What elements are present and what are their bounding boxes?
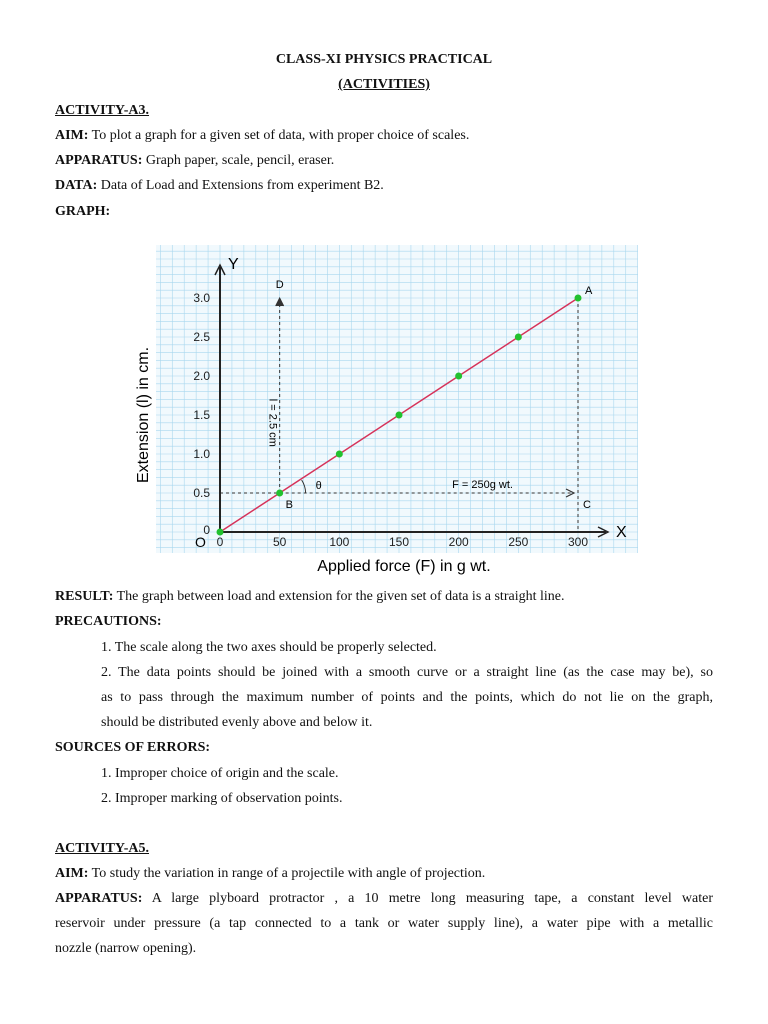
a5-apparatus-end: nozzle (narrow opening).: [55, 941, 197, 956]
extension-annotation: l = 2.5 cm: [266, 398, 279, 447]
a5-apparatus-cont: reservoir under pressure (a tap connected to a tank or water supply line), a water pipe with a metallic: [55, 916, 713, 931]
y-axis-title: Extension (l) in cm.: [135, 346, 152, 484]
a3-result: [55, 587, 713, 607]
point-label-c: C: [583, 499, 591, 511]
y-tick-label: 2.0: [193, 369, 210, 383]
x-axis-title: Applied force (F) in g wt.: [317, 558, 491, 575]
x-tick-label: 0: [216, 535, 224, 549]
a3-aim: [55, 126, 713, 146]
a3-data: [55, 176, 713, 196]
point-label-b: B: [285, 499, 294, 511]
data-point: [276, 490, 283, 497]
a5-apparatus-label: APPARATUS:: [55, 891, 143, 906]
a3-apparatus: [55, 151, 713, 171]
y-tick-label: 1.5: [193, 408, 210, 422]
a3-error-2: 2. Improper marking of observation points.: [101, 791, 343, 806]
origin-letter: O: [195, 534, 206, 550]
data-point: [396, 412, 403, 419]
point-label-a: A: [585, 285, 593, 297]
a5-aim-text: To study the variation in range of a projectile with angle of projection.: [88, 866, 486, 881]
a3-precaution-1: 1. The scale along the two axes should be properly selected.: [101, 640, 437, 655]
force-annotation: F = 250g wt.: [452, 479, 513, 491]
a3-graph-label: GRAPH:: [55, 204, 111, 219]
a3-error-1: 1. Improper choice of origin and the scale.: [101, 766, 339, 781]
y-tick-label: 2.5: [193, 330, 210, 344]
page-title: CLASS-XI PHYSICS PRACTICAL: [275, 52, 493, 67]
a3-precaution-2-cont: as to pass through the maximum number of points and the points, which do not lie on the graph,: [101, 690, 713, 705]
a3-precaution-2: 2. The data points should be joined with a smooth curve or a straight line (as the case may be), so: [101, 665, 713, 680]
y-tick-label: 1.0: [193, 447, 210, 461]
y-tick-label-zero: 0: [203, 523, 210, 537]
load-extension-graph: [128, 245, 643, 580]
data-point: [455, 373, 462, 380]
a5-apparatus: [55, 889, 713, 909]
x-tick-label: 50: [272, 535, 287, 549]
a3-aim-text: To plot a graph for a given set of data, with proper choice of scales.: [88, 128, 470, 143]
point-label-d: D: [275, 279, 284, 291]
activity-a5-heading: ACTIVITY-A5.: [55, 841, 150, 856]
a3-result-text: The graph between load and extension for the given set of data is a straight line.: [113, 589, 565, 604]
data-point: [575, 295, 582, 302]
a3-precaution-2-end: should be distributed evenly above and below it.: [101, 715, 373, 730]
a3-data-label: DATA:: [55, 178, 98, 193]
data-point: [217, 529, 224, 536]
a3-apparatus-text: Graph paper, scale, pencil, eraser.: [142, 153, 335, 168]
a5-aim: [55, 864, 713, 884]
a5-aim-label: AIM:: [55, 866, 89, 881]
a3-aim-label: AIM:: [55, 128, 89, 143]
theta-label: θ: [315, 480, 322, 492]
a3-apparatus-label: APPARATUS:: [55, 153, 143, 168]
a3-errors-label: SOURCES OF ERRORS:: [55, 740, 211, 755]
page-subtitle: (ACTIVITIES): [338, 77, 430, 92]
a5-apparatus-text-1: A large plyboard protractor , a 10 metre long measuring tape, a constant level water: [142, 891, 713, 906]
x-axis-letter: X: [616, 524, 627, 541]
data-point: [336, 451, 343, 458]
y-tick-label: 0.5: [193, 486, 210, 500]
y-axis-letter: Y: [228, 256, 239, 273]
y-tick-label: 3.0: [193, 291, 210, 305]
a3-result-label: RESULT:: [55, 589, 114, 604]
a3-precautions-label: PRECAUTIONS:: [55, 614, 162, 629]
activity-a3-heading: ACTIVITY-A3.: [55, 103, 150, 118]
x-tick-label: 150: [388, 535, 410, 549]
x-tick-label: 300: [567, 535, 589, 549]
x-tick-label: 100: [329, 535, 350, 549]
graph-paper: [156, 245, 638, 553]
data-point: [515, 334, 522, 341]
a3-data-text: Data of Load and Extensions from experiment B2.: [97, 178, 384, 193]
x-tick-label: 200: [448, 535, 469, 549]
x-tick-label: 250: [508, 535, 529, 549]
